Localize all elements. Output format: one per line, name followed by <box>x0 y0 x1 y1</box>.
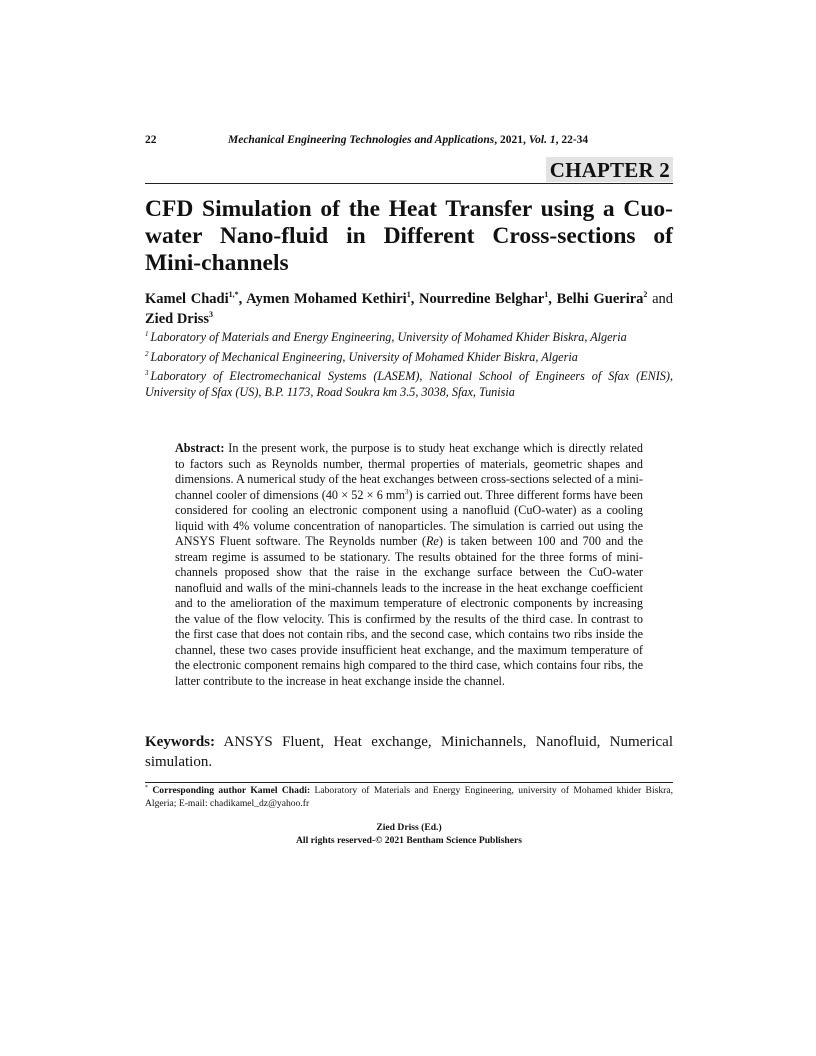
author-separator: , <box>410 291 419 307</box>
page-number: 22 <box>145 134 157 146</box>
keywords-text: ANSYS Fluent, Heat exchange, Minichannels, Nanofluid, Numerical simulation. <box>145 734 673 770</box>
author-name: Aymen Mohamed Kethiri <box>246 291 407 307</box>
affiliation-marker: 2 <box>145 349 149 358</box>
affiliation-marker: 1 <box>145 330 149 338</box>
journal-citation <box>228 132 588 148</box>
journal-year: , 2021, <box>494 134 529 146</box>
author-affiliation-marker: 3 <box>209 310 214 319</box>
author-name: Nourredine Belghar <box>419 291 545 307</box>
corresponding-author-footnote <box>145 785 673 810</box>
abstract-text: In the present work, the purpose is to study heat exchange which is directly related to factors such as Reynolds number, thermal properties of materials, geometric shapes and dimensions. A numerical study of the heat exchanges between cross-sections selected of a mini-channel cooler of dimensions (40 × 52 × 6 mm <box>175 441 643 502</box>
author-separator: and <box>647 291 674 307</box>
abstract-text: ) is carried out. Three different forms have been considered for cooling an electronic component using a nanofluid (CuO-water) as a cooling liquid with 4% volume concentration of nanoparticles. The simulation is carried out using the ANSYS Fluent software. The Reynolds number ( <box>175 487 643 548</box>
author-name: Zied Driss <box>145 311 210 327</box>
author-affiliation-marker: 1,* <box>228 290 239 299</box>
affiliation-text: Laboratory of Electromechanical Systems (LASEM), National School of Engineers of Sfax (ENIS), University of Sfax (US), B.P. 1173, Road Soukra km 3.5, 3038, Sfax, Tunisia <box>145 369 673 399</box>
journal-name: Mechanical Engineering Technologies and Applications <box>228 134 495 146</box>
rights-line: All rights reserved-© 2021 Bentham Science Publishers <box>295 834 523 846</box>
affiliation-marker: 3 <box>145 369 149 377</box>
publisher-block <box>145 822 673 847</box>
affiliation-item <box>145 369 673 400</box>
chapter-rule <box>145 183 673 184</box>
abstract-superscript: 3 <box>404 487 409 496</box>
affiliation-item <box>145 350 673 366</box>
abstract <box>175 441 643 689</box>
chapter-label: CHAPTER 2 <box>546 157 673 182</box>
footnote-label: Corresponding author Kamel Chadi: <box>148 785 311 796</box>
author-name: Belhi Guerira <box>556 291 644 307</box>
affiliation-text: Laboratory of Mechanical Engineering, University of Mohamed Khider Biskra, Algeria <box>150 349 578 364</box>
abstract-text: ) is taken between 100 and 700 and the stream regime is assumed to be stationary. The results obtained for the three forms of mini-channels proposed show that the raise in the exchange surface between the CuO-water nanofluid and walls of the mini-channels leads to the increase in the heat exchange coefficient and to the amelioration of the maximum temperature of electronic components by increasing the value of the flow velocity. This is confirmed by the results of the third case. In contrast to the first case that does not contain ribs, and the second case, which contains two ribs inside the channel, these two cases provide insufficient heat exchange, and the maximum temperature of the electronic component remains high compared to the third case, which contains four ribs, the latter contribute to the increase in heat exchange inside the channel. <box>175 534 643 688</box>
editor-line: Zied Driss (Ed.) <box>376 822 442 833</box>
journal-volume: Vol. 1 <box>528 134 556 146</box>
author-affiliation-marker: 2 <box>643 290 648 299</box>
affiliation-list <box>145 330 673 404</box>
author-list <box>145 289 673 329</box>
affiliation-text: Laboratory of Materials and Energy Engineering, University of Mohamed Khider Biskra, Algeria <box>150 330 627 344</box>
author-separator: , <box>548 291 557 307</box>
article-title: CFD Simulation of the Heat Transfer using a Cuo-water Nano-fluid in Different Cross-sections of Mini-channels <box>145 196 673 276</box>
author-affiliation-marker: 1 <box>544 290 549 299</box>
keywords <box>145 732 673 772</box>
author-separator: , <box>238 291 247 307</box>
journal-pages: , 22-34 <box>555 134 589 146</box>
keywords-label: Keywords: <box>145 734 215 750</box>
author-affiliation-marker: 1 <box>406 290 411 299</box>
affiliation-item <box>145 330 673 346</box>
abstract-label: Abstract: <box>175 441 225 455</box>
author-name: Kamel Chadi <box>145 291 229 307</box>
footnote-marker: * <box>145 785 148 791</box>
reynolds-symbol: Re <box>425 534 439 548</box>
footnote-text: Laboratory of Materials and Energy Engineering, university of Mohamed khider Biskra, Algeria; E-mail: chadikamel_dz@yahoo.fr <box>145 785 673 809</box>
footnote-rule <box>145 782 673 783</box>
